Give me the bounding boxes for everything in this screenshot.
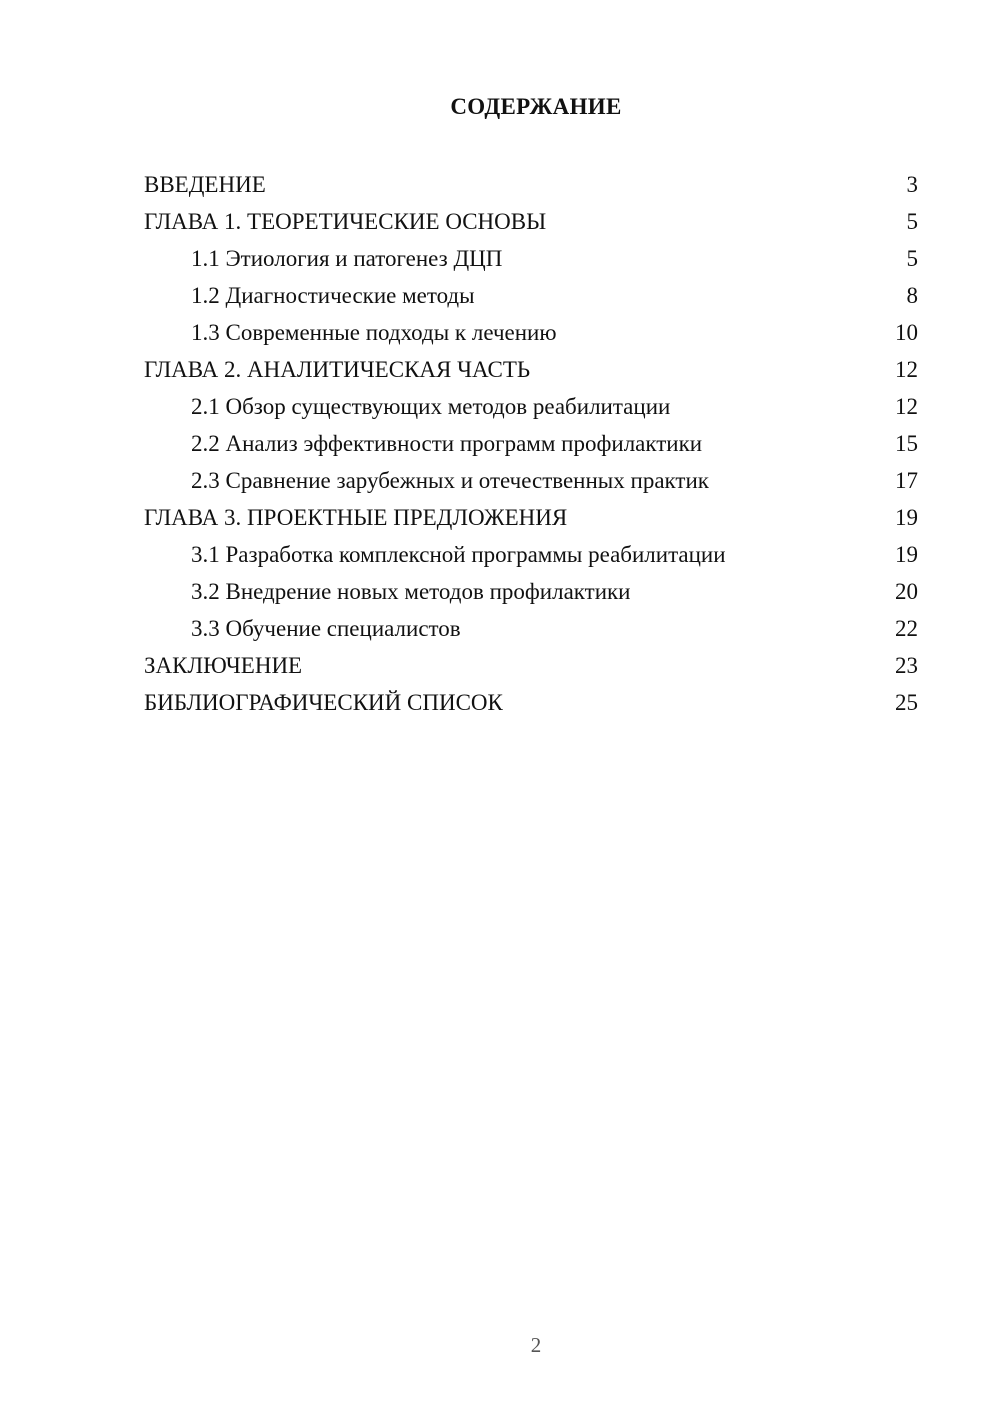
toc-entry-page: 8: [906, 283, 918, 308]
toc-entry-label: 2.3 Сравнение зарубежных и отечественных практик: [191, 468, 709, 493]
toc-entry-page: 10: [895, 320, 918, 345]
toc-subentry: [144, 425, 918, 462]
toc-entry-label: ВВЕДЕНИЕ: [144, 172, 266, 197]
toc-entry-label: 2.2 Анализ эффективности программ профилактики: [191, 431, 703, 456]
toc-entry-label: 3.2 Внедрение новых методов профилактики: [191, 579, 631, 604]
toc-entry-label: 1.2 Диагностические методы: [191, 283, 475, 308]
toc-entry-label: БИБЛИОГРАФИЧЕСКИЙ СПИСОК: [144, 690, 503, 715]
toc-entry: [144, 351, 918, 388]
toc-entry-label: ГЛАВА 1. ТЕОРЕТИЧЕСКИЕ ОСНОВЫ: [144, 209, 547, 234]
toc-subentry: [144, 573, 918, 610]
toc-subentry: [144, 388, 918, 425]
toc-entry-page: 25: [895, 690, 918, 715]
toc-entry-label: 3.3 Обучение специалистов: [191, 616, 461, 641]
toc-entry-page: 15: [895, 431, 918, 456]
toc-subentry: [144, 277, 918, 314]
toc-entry-label: 3.1 Разработка комплексной программы реабилитации: [191, 542, 726, 567]
toc-entry-page: 12: [895, 394, 918, 419]
toc-subentry: [144, 314, 918, 351]
toc-entry-page: 22: [895, 616, 918, 641]
toc-entry-label: ЗАКЛЮЧЕНИЕ: [144, 653, 303, 678]
toc-subentry: [144, 240, 918, 277]
toc-subentry: [144, 536, 918, 573]
toc-entry-label: 1.1 Этиология и патогенез ДЦП: [191, 246, 503, 271]
toc-entry-label: ГЛАВА 3. ПРОЕКТНЫЕ ПРЕДЛОЖЕНИЯ: [144, 505, 568, 530]
toc-entry-page: 12: [895, 357, 918, 382]
toc-subentry: [144, 462, 918, 499]
toc-entry: [144, 166, 918, 203]
toc-entry: [144, 647, 918, 684]
toc-entry-page: 3: [906, 172, 918, 197]
toc-entry: [144, 684, 918, 721]
toc-entry-page: 5: [906, 246, 918, 271]
toc-entry-page: 17: [895, 468, 918, 493]
toc-entry-label: 2.1 Обзор существующих методов реабилитации: [191, 394, 671, 419]
toc-entry-page: 20: [895, 579, 918, 604]
toc-subentry: [144, 610, 918, 647]
toc-entry-page: 19: [895, 542, 918, 567]
toc-entry-page: 19: [895, 505, 918, 530]
toc-entry: [144, 499, 918, 536]
toc-entry-label: ГЛАВА 2. АНАЛИТИЧЕСКАЯ ЧАСТЬ: [144, 357, 531, 382]
page-title: СОДЕРЖАНИЕ: [450, 94, 622, 119]
toc-entry: [144, 203, 918, 240]
page-number: 2: [530, 1333, 542, 1357]
table-of-contents: [144, 166, 918, 721]
toc-entry-page: 5: [906, 209, 918, 234]
toc-entry-label: 1.3 Современные подходы к лечению: [191, 320, 557, 345]
toc-entry-page: 23: [895, 653, 918, 678]
